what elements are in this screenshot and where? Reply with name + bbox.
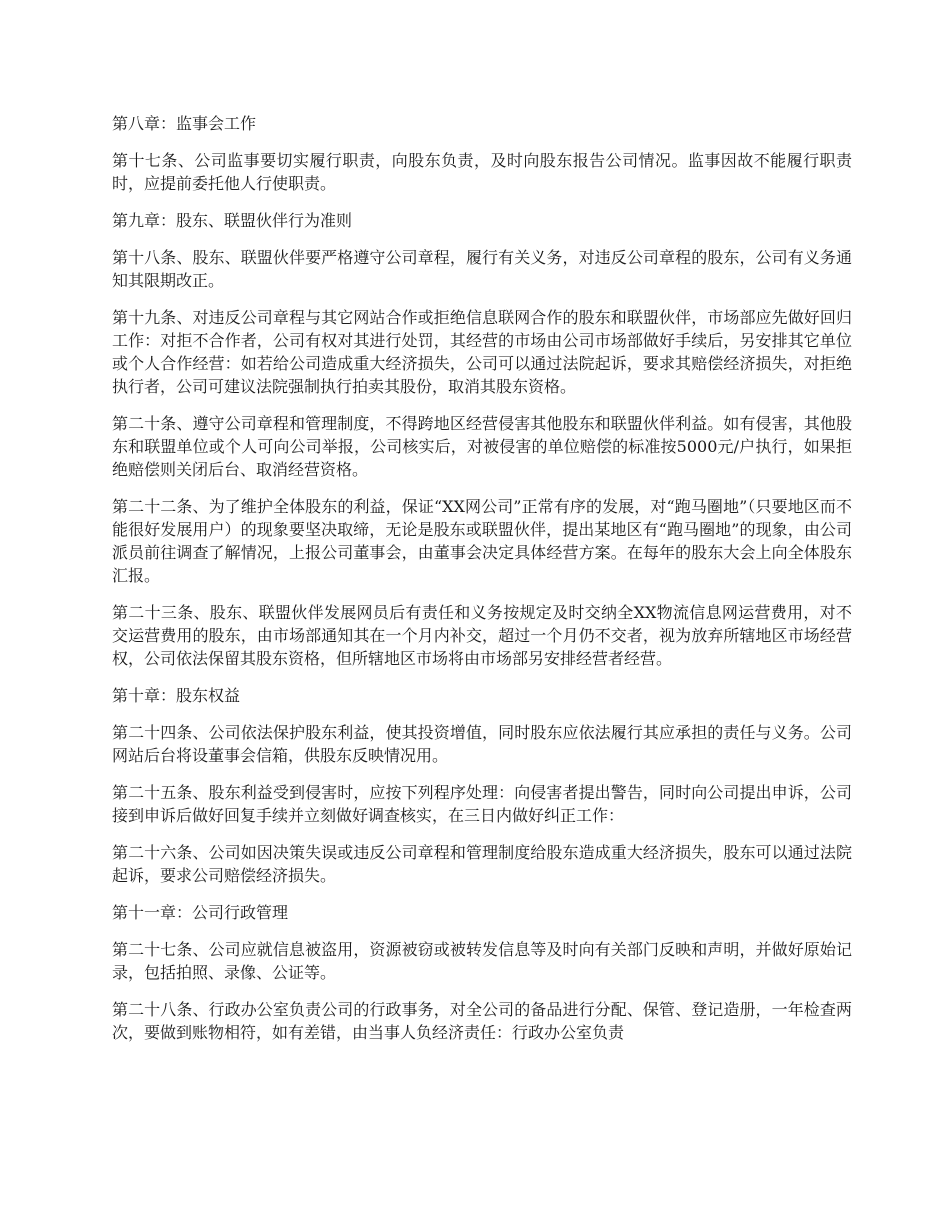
article-23: 第二十三条、股东、联盟伙伴发展网员后有责任和义务按规定及时交纳全XX物流信息网运营费用，对不交运营费用的股东，由市场部通知其在一个月内补交，超过一个月仍不交者，视为放弃所辖地区市场经营权，公司依法保留其股东资格，但所辖地区市场将由市场部另安排经营者经营。: [112, 603, 852, 668]
article-27: 第二十七条、公司应就信息被盗用，资源被窃或被转发信息等及时向有关部门反映和声明，并做好原始记录，包括拍照、录像、公证等。: [112, 940, 852, 982]
article-20: 第二十条、遵守公司章程和管理制度，不得跨地区经营侵害其他股东和联盟伙伴利益。如有侵害，其他股东和联盟单位或个人可向公司举报，公司核实后，对被侵害的单位赔偿的标准按5000元/户执行，如果拒绝赔偿则关闭后台、取消经营资格。: [112, 414, 852, 479]
article-26: 第二十六条、公司如因决策失误或违反公司章程和管理制度给股东造成重大经济损失，股东可以通过法院起诉，要求公司赔偿经济损失。: [112, 843, 852, 885]
article-22: 第二十二条、为了维护全体股东的利益，保证“XX网公司”正常有序的发展，对“跑马圈地”（只要地区而不能很好发展用户）的现象要坚决取缔，无论是股东或联盟伙伴，提出某地区有“跑马圈地”的现象，由公司派员前往调查了解情况，上报公司董事会，由董事会决定具体经营方案。在每年的股东大会上向全体股东汇报。: [112, 497, 852, 585]
article-25: 第二十五条、股东利益受到侵害时，应按下列程序处理：向侵害者提出警告，同时向公司提出申诉，公司接到申诉后做好回复手续并立刻做好调查核实，在三日内做好纠正工作：: [112, 783, 852, 825]
chapter-heading-9: 第九章：股东、联盟伙伴行为准则: [112, 211, 353, 230]
chapter-heading-8: 第八章：监事会工作: [112, 114, 257, 133]
article-28: 第二十八条、行政办公室负责公司的行政事务，对全公司的备品进行分配、保管、登记造册，一年检查两次，要做到账物相符，如有差错，由当事人负经济责任：行政办公室负责: [112, 1000, 852, 1042]
article-19: 第十九条、对违反公司章程与其它网站合作或拒绝信息联网合作的股东和联盟伙伴，市场部应先做好回归工作：对拒不合作者，公司有权对其进行处罚，其经营的市场由公司市场部做好手续后，另安排其它单位或个人合作经营：如若给公司造成重大经济损失，公司可以通过法院起诉，要求其赔偿经济损失，对拒绝执行者，公司可建议法院强制执行拍卖其股份，取消其股东资格。: [112, 308, 852, 396]
chapter-heading-10: 第十章：股东权益: [112, 686, 241, 705]
chapter-heading-11: 第十一章：公司行政管理: [112, 903, 289, 922]
article-24: 第二十四条、公司依法保护股东利益，使其投资增值，同时股东应依法履行其应承担的责任与义务。公司网站后台将设董事会信箱，供股东反映情况用。: [112, 723, 852, 765]
article-17: 第十七条、公司监事要切实履行职责，向股东负责，及时向股东报告公司情况。监事因故不能履行职责时，应提前委托他人行使职责。: [112, 151, 852, 193]
article-18: 第十八条、股东、联盟伙伴要严格遵守公司章程，履行有关义务，对违反公司章程的股东，公司有义务通知其限期改正。: [112, 248, 852, 290]
document-page: [112, 112, 852, 1058]
